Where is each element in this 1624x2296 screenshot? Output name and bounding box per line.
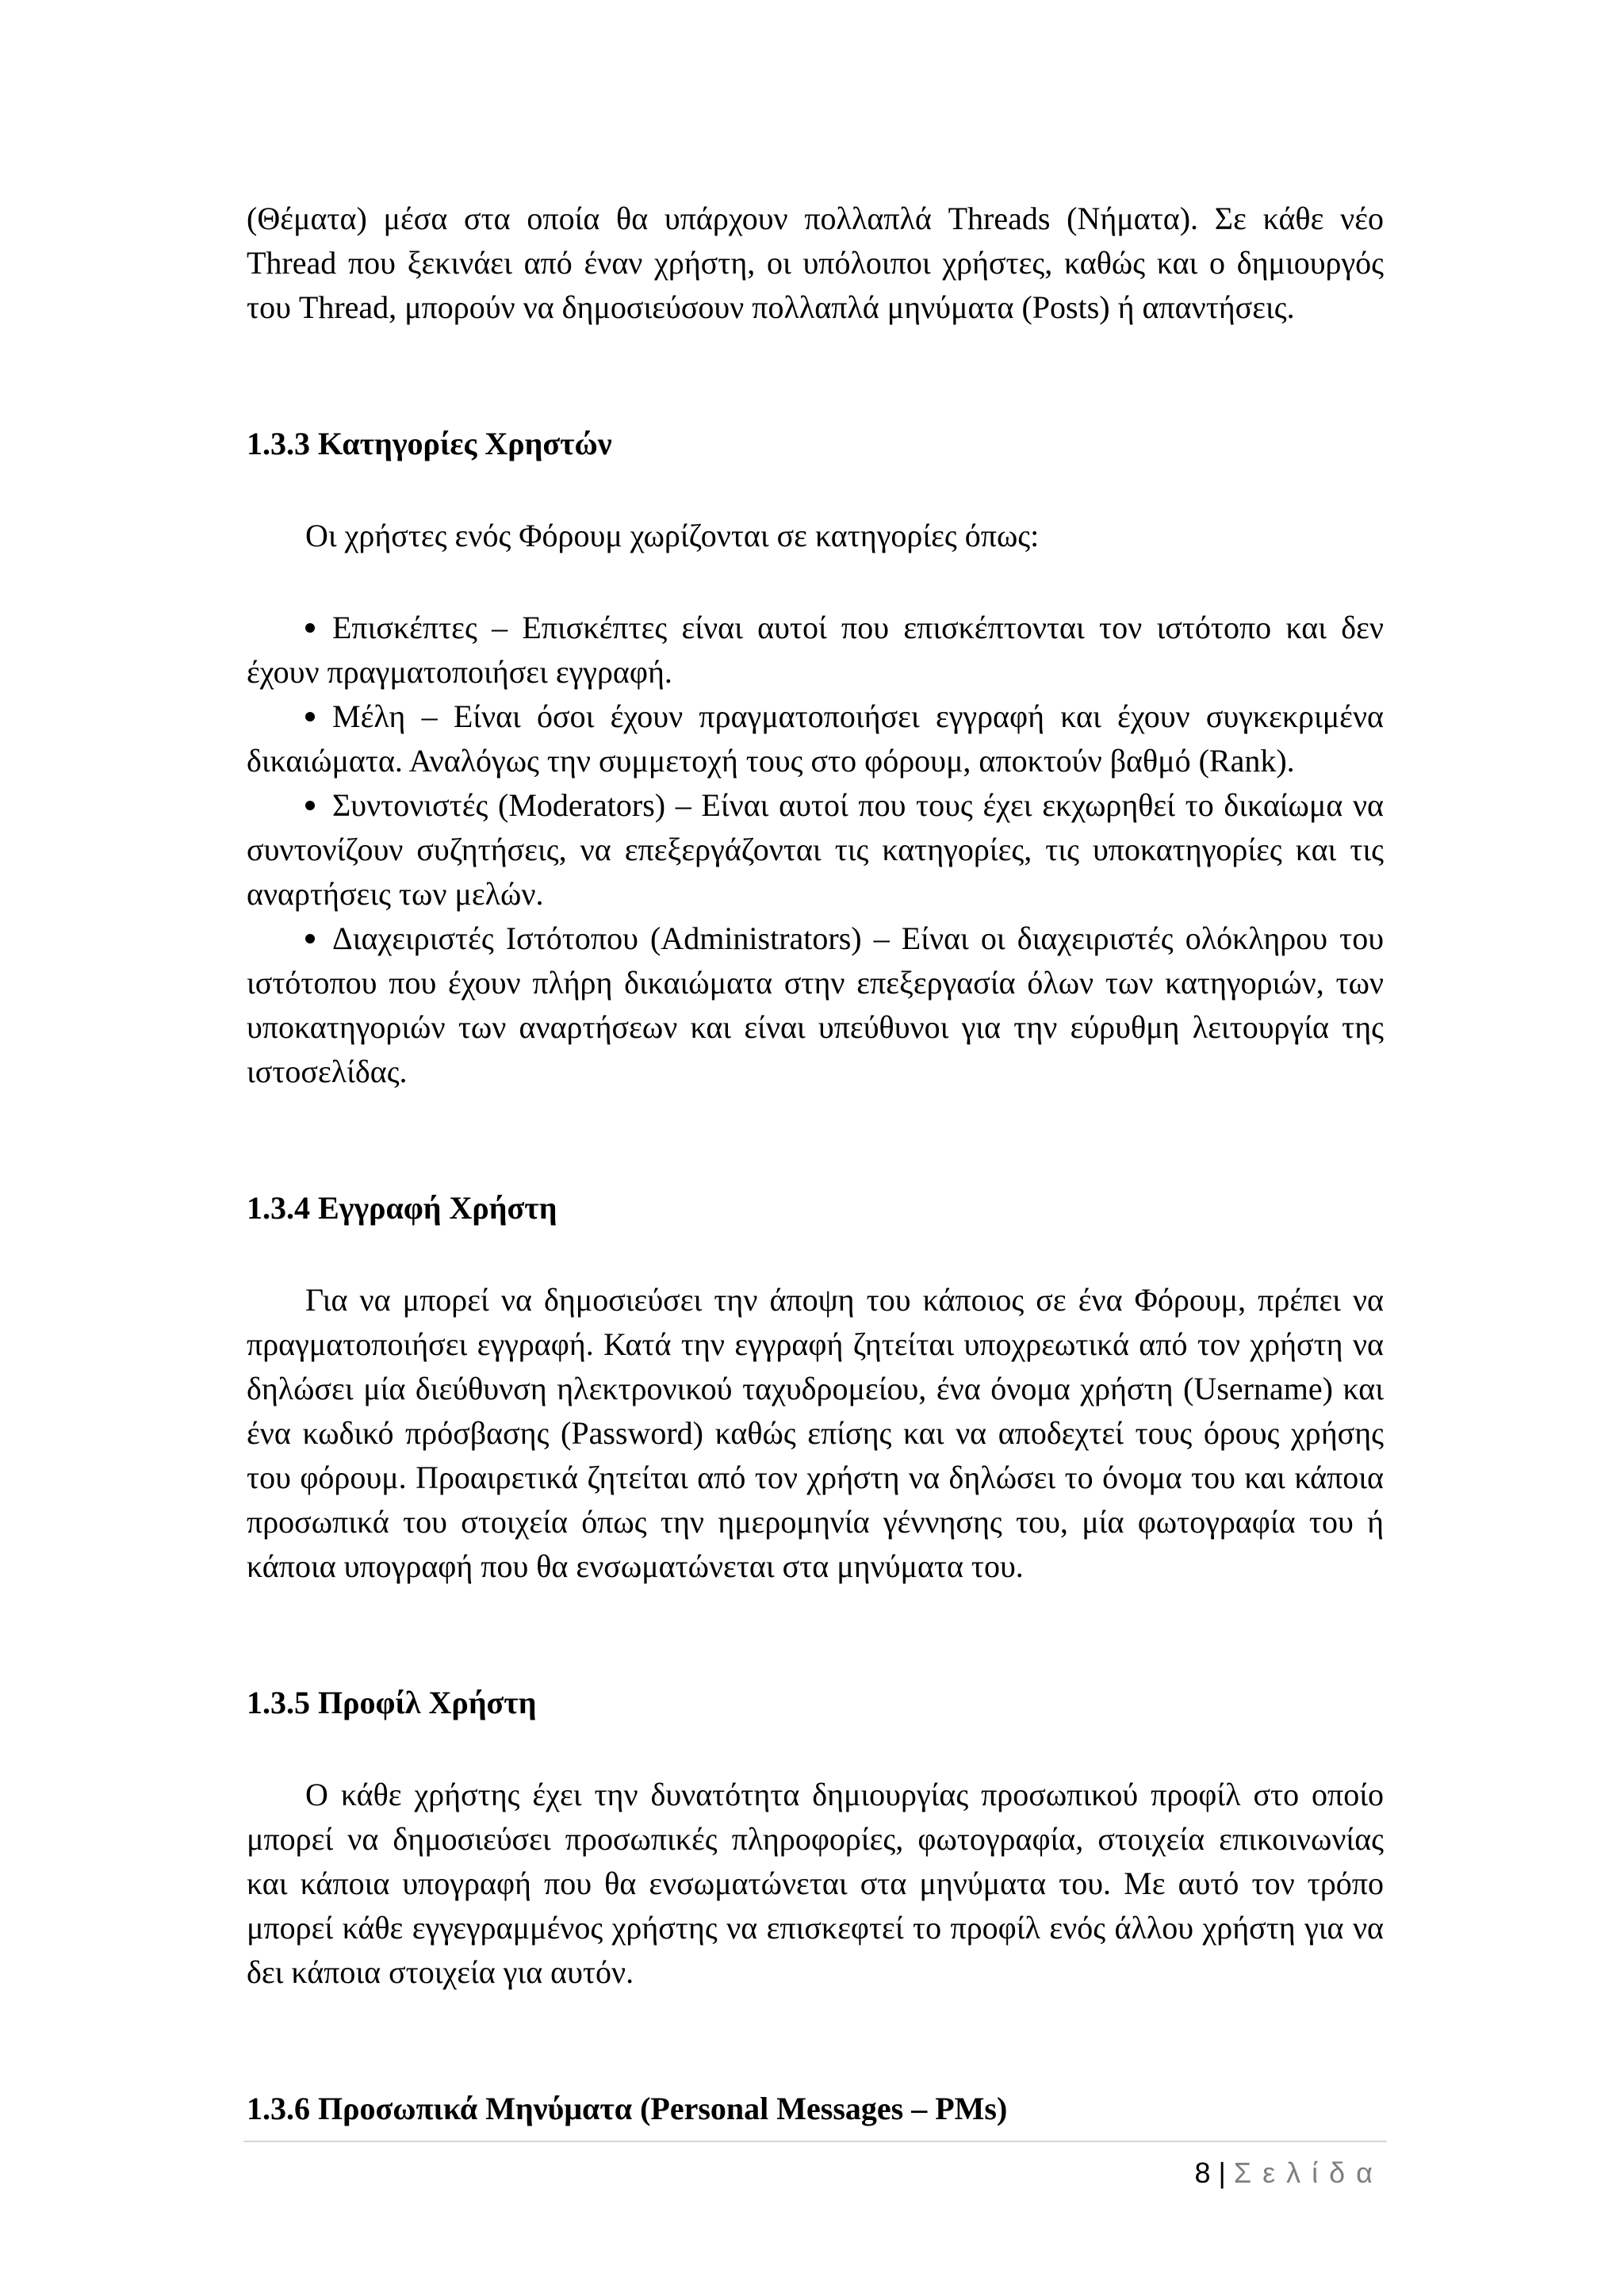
bullet-icon: [305, 623, 315, 633]
heading-1-3-6: 1.3.6 Προσωπικά Μηνύματα (Personal Messages – PMs): [247, 2091, 1008, 2126]
heading-1-3-5: 1.3.5 Προφίλ Χρήστη: [247, 1685, 537, 1720]
footer-divider: [243, 2141, 1387, 2142]
page-number: 8: [1194, 2156, 1211, 2189]
footer-separator: |: [1218, 2156, 1226, 2189]
user-categories-list: [247, 606, 1384, 1094]
bullet-icon: [305, 712, 315, 721]
heading-1-3-4: 1.3.4 Εγγραφή Χρήστη: [247, 1190, 557, 1226]
page-footer: [1194, 2156, 1384, 2191]
page-label: Σελίδα: [1233, 2156, 1384, 2189]
heading-1-3-3: 1.3.3 Κατηγορίες Χρηστών: [247, 426, 612, 461]
user-profile-paragraph: Ο κάθε χρήστης έχει την δυνατότητα δημιουργίας προσωπικού προφίλ στο οποίο μπορεί να δημοσιεύσει προσωπικές πληροφορίες, φωτογραφία, στοιχεία επικοινωνίας και κάποια υπογραφή που θα ενσωματώνεται στα μηνύματα του. Με αυτό τον τρόπο μπορεί κάθε εγγεγραμμένος χρήστης να επισκεφτεί το προφίλ ενός άλλου χρήστη για να δει κάποια στοιχεία για αυτόν.: [247, 1777, 1384, 1990]
page-body: [247, 197, 1384, 2131]
list-item: Συντονιστές (Moderators) – Είναι αυτοί που τους έχει εκχωρηθεί το δικαίωμα να συντονίζουν συζητήσεις, να επεξεργάζονται τις κατηγορίες, τις υποκατηγορίες και τις αναρτήσεις των μελών.: [247, 787, 1384, 912]
user-registration-paragraph: Για να μπορεί να δημοσιεύσει την άποψη του κάποιος σε ένα Φόρουμ, πρέπει να πραγματοποιήσει εγγραφή. Κατά την εγγραφή ζητείται υποχρεωτικά από τον χρήστη να δηλώσει μία διεύθυνση ηλεκτρονικού ταχυδρομείου, ένα όνομα χρήστη (Username) και ένα κωδικό πρόσβασης (Password) καθώς επίσης και να αποδεχτεί τους όρους χρήσης του φόρουμ. Προαιρετικά ζητείται από τον χρήστη να δηλώσει το όνομα του και κάποια προσωπικά του στοιχεία όπως την ημερομηνία γέννησης του, μία φωτογραφία του ή κάποια υπογραφή που θα ενσωματώνεται στα μηνύματα του.: [247, 1282, 1384, 1584]
list-item: Διαχειριστές Ιστότοπου (Administrators) – Είναι οι διαχειριστές ολόκληρου του ιστότοπου που έχουν πλήρη δικαιώματα στην επεξεργασία όλων των κατηγοριών, των υποκατηγοριών των αναρτήσεων και είναι υπεύθυνοι για την εύρυθμη λειτουργία της ιστοσελίδας.: [247, 920, 1384, 1089]
user-categories-intro: Οι χρήστες ενός Φόρουμ χωρίζονται σε κατηγορίες όπως:: [305, 518, 1040, 553]
intro-paragraph: (Θέματα) μέσα στα οποία θα υπάρχουν πολλαπλά Threads (Νήματα). Σε κάθε νέο Thread που ξεκινάει από έναν χρήστη, οι υπόλοιποι χρήστες, καθώς και ο δημιουργός του Thread, μπορούν να δημοσιεύσουν πολλαπλά μηνύματα (Posts) ή απαντήσεις.: [247, 201, 1384, 325]
bullet-icon: [305, 801, 315, 810]
bullet-icon: [305, 934, 315, 943]
list-item: Μέλη – Είναι όσοι έχουν πραγματοποιήσει εγγραφή και έχουν συγκεκριμένα δικαιώματα. Αναλόγως την συμμετοχή τους στο φόρουμ, αποκτούν βαθμό (Rank).: [247, 698, 1384, 779]
list-item: Επισκέπτες – Επισκέπτες είναι αυτοί που επισκέπτονται τον ιστότοπο και δεν έχουν πραγματοποιήσει εγγραφή.: [247, 610, 1384, 690]
